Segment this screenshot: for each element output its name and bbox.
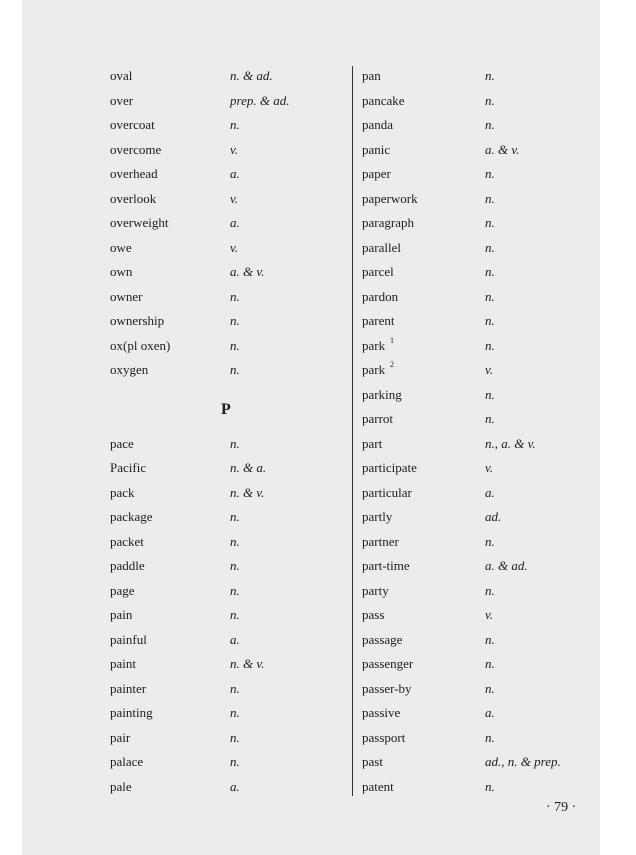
entry-part-of-speech: n. xyxy=(485,190,495,206)
entry-word: overweight xyxy=(110,215,169,230)
entry-part-of-speech: n. xyxy=(485,117,495,132)
entry-word: ownership xyxy=(110,313,165,328)
entry-word: own xyxy=(110,264,133,279)
entry-part-of-speech: n. xyxy=(230,288,240,304)
entry-word: overcoat xyxy=(110,117,155,132)
entry-part-of-speech: v. xyxy=(485,460,494,475)
entry-part-of-speech: a. & ad. xyxy=(485,558,528,573)
entry-word: partner xyxy=(362,533,399,549)
entry-word: pack xyxy=(110,484,135,500)
entry-part-of-speech: n. xyxy=(230,754,240,769)
entry-part-of-speech: n. & v. xyxy=(230,484,265,500)
entry-part-of-speech: n. xyxy=(485,386,495,402)
entry-word: passer-by xyxy=(362,680,412,696)
entry-word: palace xyxy=(110,754,144,769)
entry-superscript: 2 xyxy=(390,360,394,369)
entry-part-of-speech: n. xyxy=(230,313,240,328)
entry-part-of-speech: n. xyxy=(485,92,495,108)
entry-word: passenger xyxy=(362,656,414,671)
entry-part-of-speech: n. xyxy=(230,607,240,622)
entry-word: party xyxy=(362,582,389,598)
entry-part-of-speech: n. & a. xyxy=(230,460,267,475)
entry-word: painter xyxy=(110,680,147,696)
entry-word: packet xyxy=(110,533,144,549)
entry-word: pale xyxy=(110,778,132,794)
entry-word: ox(pl oxen) xyxy=(110,337,171,353)
entry-word: parent xyxy=(362,313,395,328)
entry-word: patent xyxy=(362,778,394,794)
entry-word: owe xyxy=(110,239,132,255)
page-number: · 79 · xyxy=(546,800,577,815)
entry-word: passive xyxy=(362,705,401,720)
entry-word: overcome xyxy=(110,141,162,157)
entry-part-of-speech: n. xyxy=(485,729,495,745)
entry-word: painful xyxy=(110,631,147,647)
entry-part-of-speech: n. xyxy=(485,533,495,549)
entry-word: over xyxy=(110,92,134,108)
entry-word: pass xyxy=(362,607,385,622)
entry-word: panda xyxy=(362,117,394,132)
entry-word: pair xyxy=(110,729,131,745)
entry-word: parrot xyxy=(362,411,394,426)
entry-part-of-speech: n. xyxy=(485,239,495,255)
entry-word: part xyxy=(362,435,383,451)
entry-part-of-speech: a. & v. xyxy=(230,264,265,279)
entry-word: pardon xyxy=(362,288,399,304)
entry-word: past xyxy=(362,754,383,769)
entry-part-of-speech: n. xyxy=(485,631,495,647)
entry-part-of-speech: n. xyxy=(485,582,495,598)
entry-word: participate xyxy=(362,460,417,475)
entry-part-of-speech: n. & v. xyxy=(230,656,265,671)
entry-part-of-speech: v. xyxy=(230,141,239,157)
entry-word: overhead xyxy=(110,166,158,181)
entry-part-of-speech: v. xyxy=(485,362,494,377)
entry-part-of-speech: n. xyxy=(485,288,495,304)
entry-part-of-speech: n. xyxy=(230,337,240,353)
entry-word: oval xyxy=(110,68,133,83)
entry-word: oxygen xyxy=(110,362,149,377)
entry-part-of-speech: v. xyxy=(230,239,239,255)
entry-part-of-speech: n. xyxy=(230,117,240,132)
entry-word: pace xyxy=(110,435,134,451)
entry-part-of-speech: n. xyxy=(230,705,240,720)
entry-word: Pacific xyxy=(110,460,147,475)
entry-word: paperwork xyxy=(362,190,418,206)
entry-word: page xyxy=(110,582,135,598)
entry-part-of-speech: n. xyxy=(230,435,240,451)
entry-part-of-speech: n. xyxy=(230,680,240,696)
entry-part-of-speech: n. xyxy=(485,313,495,328)
entry-part-of-speech: v. xyxy=(485,607,494,622)
entry-part-of-speech: prep. & ad. xyxy=(230,92,290,108)
entry-word: paint xyxy=(110,656,136,671)
entry-part-of-speech: n. xyxy=(230,509,240,524)
entry-part-of-speech: n. xyxy=(230,582,240,598)
entry-word: paragraph xyxy=(362,215,414,230)
dictionary-page xyxy=(22,0,600,855)
entry-part-of-speech: v. xyxy=(230,190,239,206)
entry-part-of-speech: ad., n. & prep. xyxy=(485,754,561,769)
entry-word: passport xyxy=(362,729,406,745)
entry-part-of-speech: n. xyxy=(485,337,495,353)
entry-part-of-speech: n. xyxy=(485,264,495,279)
entry-word: parcel xyxy=(362,264,394,279)
entry-word: partly xyxy=(362,509,393,524)
entry-part-of-speech: n. xyxy=(485,166,495,181)
entry-word: owner xyxy=(110,288,143,304)
entry-part-of-speech: n. xyxy=(485,778,495,794)
entry-word: painting xyxy=(110,705,153,720)
column-divider xyxy=(352,66,353,796)
entry-word: pancake xyxy=(362,92,405,108)
entry-part-of-speech: a. xyxy=(485,484,495,500)
entry-part-of-speech: n., a. & v. xyxy=(485,435,536,451)
entry-part-of-speech: a. xyxy=(230,631,240,647)
entry-word: park xyxy=(362,362,386,377)
entry-part-of-speech: n. xyxy=(485,68,495,83)
entry-part-of-speech: n. xyxy=(485,656,495,671)
entry-word: passage xyxy=(362,631,403,647)
entry-part-of-speech: n. xyxy=(230,558,240,573)
entry-word: parallel xyxy=(362,239,401,255)
entry-part-of-speech: a. xyxy=(230,215,240,230)
entry-part-of-speech: n. xyxy=(485,215,495,230)
entry-word: park xyxy=(362,337,386,353)
entry-part-of-speech: n. xyxy=(485,411,495,426)
entry-word: overlook xyxy=(110,190,157,206)
entry-part-of-speech: a. xyxy=(230,166,240,181)
entry-superscript: 1 xyxy=(390,335,394,345)
entry-word: panic xyxy=(362,141,391,157)
entry-part-of-speech: a. xyxy=(485,705,495,720)
entry-word: particular xyxy=(362,484,412,500)
entry-part-of-speech: a. xyxy=(230,778,240,794)
entry-part-of-speech: n. xyxy=(230,362,240,377)
entry-word: parking xyxy=(362,386,402,402)
entry-part-of-speech: a. & v. xyxy=(485,141,520,157)
section-letter: P xyxy=(221,400,231,418)
entry-part-of-speech: n. xyxy=(485,680,495,696)
entry-word: pan xyxy=(362,68,381,83)
entry-word: package xyxy=(110,509,153,524)
entry-word: paddle xyxy=(110,558,145,573)
entry-part-of-speech: n. xyxy=(230,533,240,549)
entry-word: pain xyxy=(110,607,133,622)
entry-part-of-speech: n. & ad. xyxy=(230,68,273,83)
entry-part-of-speech: n. xyxy=(230,729,240,745)
entry-part-of-speech: ad. xyxy=(485,509,502,524)
entry-word: paper xyxy=(362,166,391,181)
entry-word: part-time xyxy=(362,558,410,573)
